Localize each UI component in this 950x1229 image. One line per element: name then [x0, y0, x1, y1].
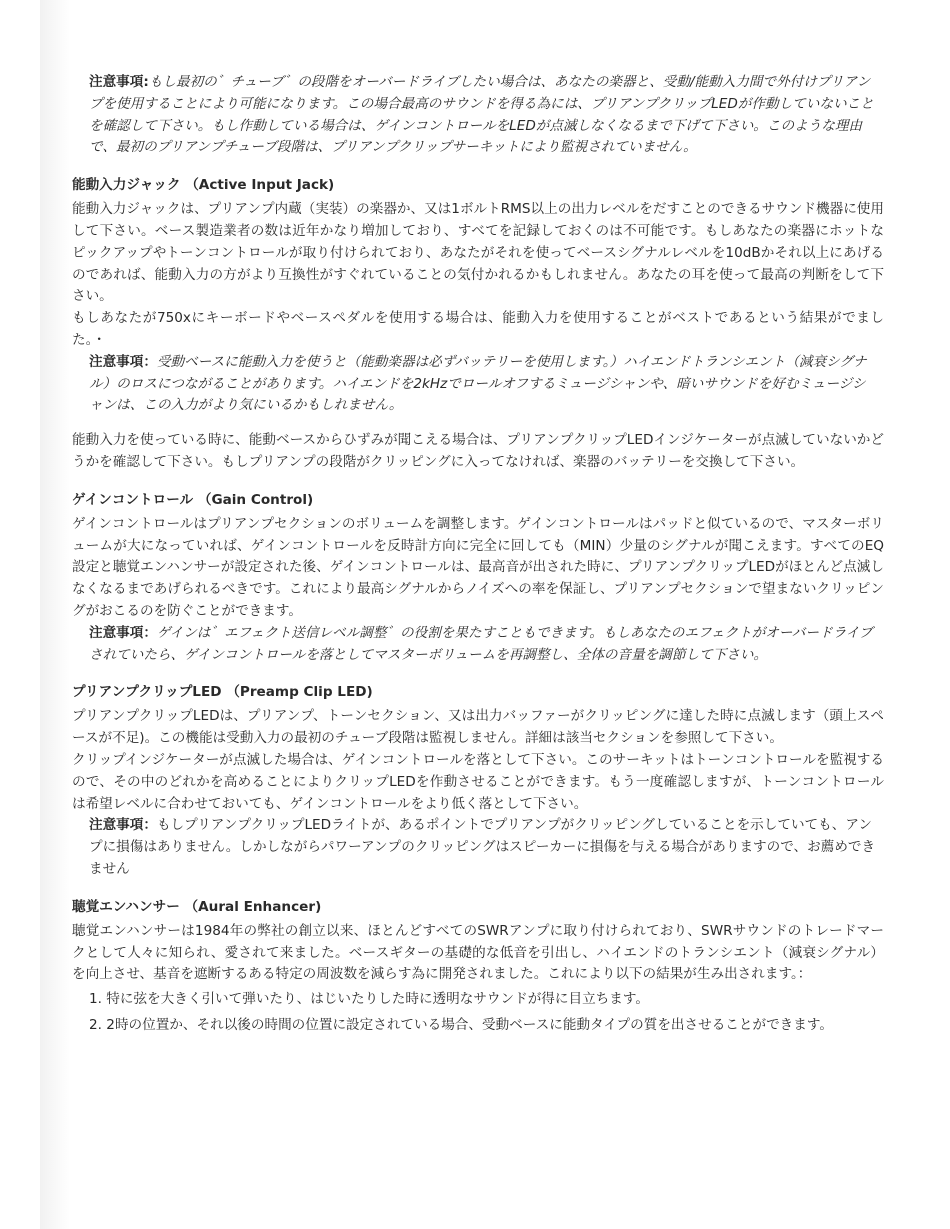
aural-enhancer-paragraph: 聴覚エンハンサーは1984年の弊社の創立以来、ほとんどすべてのSWRアンプに取り付けられており、SWRサウンドのトレードマークとして人々に知られ、愛されて来ました。ベースギターの基礎的な低音を引出し、ハイエンドのトランシエント（減衰シグナル）を向上させ、基音を遮断するある特定の周波数を減らす為に開発されました。これにより以下の結果が生み出されます。：: [72, 922, 884, 983]
preamp-clip-paragraph-1: プリアンプクリップLEDは、プリアンプ、トーンセクション、又は出力バッファーがクリッピングに達した時に点滅します（頭上スペースが不足)。この機能は受動入力の最初のチューブ段階は監視しません。詳細は該当セクションを参照して下さい。: [72, 708, 884, 747]
active-input-paragraph-2: もしあなたが750xにキーボードやベースペダルを使用する場合は、能動入力を使用することがベストであるという結果がでました。・: [72, 310, 884, 348]
active-input-paragraph-3: 能動入力を使っている時に、能動ベースからひずみが聞こえる場合は、プリアンプクリップLEDインジケーターが点滅していないかどうかを確認して下さい。もしプリアンプの段階がクリッピングに入ってなければ、楽器のバッテリーを交換して下さい。: [72, 432, 884, 470]
note-text: もし最初の゛チューブ゛の段階をオーバードライブしたい場合は、あなたの楽器と、受動/能動入力間で外付けプリアンプを使用することにより可能になります。この場合最高のサウンドを得る為には、プリアンプクリップLEDが作動していないことを確認して下さい。もし作動している場合は、ゲインコントロールをLEDが点滅しなくなるまで下げて下さい。このような理由で、最初のプリアンプチューブ段階は、プリアンプクリップサーキットにより監視されていません。: [89, 74, 874, 156]
note-label: 注意事項:: [89, 74, 149, 90]
gain-control-heading: ゲインコントロール （Gain Control): [72, 491, 314, 508]
gain-control-note: [89, 623, 884, 667]
list-item: 1. 特に弦を大きく引いて弾いたり、はじいたりした時に透明なサウンドが得に目立ちます。: [89, 991, 649, 1008]
active-input-heading: 能動入力ジャック （Active Input Jack): [72, 177, 335, 194]
scan-shadow: [40, 0, 70, 1229]
active-input-note: [89, 352, 884, 417]
top-note: [89, 72, 884, 159]
aural-enhancer-heading: 聴覚エンハンサー （Aural Enhancer): [72, 898, 322, 915]
preamp-clip-note: [89, 815, 884, 880]
note-text: 受動ベースに能動入力を使うと（能動楽器は必ずバッテリーを使用します。）ハイエンドトランシエント（減衰シグナル）のロスにつながることがあります。ハイエンドを2kHzでロールオフするミュージシャンや、暗いサウンドを好むミュージシャンは、この入力がより気にいるかもしれません。: [89, 353, 867, 414]
note-text: もしプリアンプクリップLEDライトが、あるポイントでプリアンプがクリッピングしていることを示していても、アンプに損傷はありません。しかしながらパワーアンプのクリッピングはスピーカーに損傷を与える場合がありますので、お薦めできません: [89, 817, 876, 877]
list-item: 2. 2時の位置か、それ以後の時間の位置に設定されている場合、受動ベースに能動タイプの質を出させることができます。: [89, 1016, 833, 1033]
note-text: ゲインは゛エフェクト送信レベル調整゛の役割を果たすこともできます。もしあなたのエフェクトがオーバードライブされていたら、ゲインコントロールを落としてマスターボリュームを再調整し、全体の音量を調節して下さい。: [89, 624, 873, 663]
note-label: 注意事項：: [89, 353, 157, 370]
gain-control-paragraph: ゲインコントロールはプリアンプセクションのボリュームを調整します。ゲインコントロールはパッドと似ているので、マスターボリュームが大になっていれば、ゲインコントロールを反時計方向に完全に回しても（MIN）少量のシグナルが聞こえます。すべてのEQ設定と聴覚エンハンサーが設定された後、ゲインコントロールは、最高音が出された時に、プリアンプクリップLEDがほとんど点滅しなくなるまであげられるべきです。これにより最高シグナルからノイズへの率を保証し、プリアンプセクションで望まないクリッピングがおこるのを防ぐことができます。: [72, 515, 884, 619]
note-label: 注意事項：: [89, 817, 157, 834]
note-label: 注意事項：: [89, 624, 157, 641]
preamp-clip-paragraph-2: クリップインジケーターが点滅した場合は、ゲインコントロールを落として下さい。このサーキットはトーンコントロールを監視するので、その中のどれかを高めることによりクリップLEDを作動させることができます。もう一度確認しますが、トーンコントロールは希望レベルに合わせておいても、ゲインコントロールをより低く落として下さい。: [72, 751, 884, 812]
aural-enhancer-list: [72, 989, 884, 1037]
active-input-paragraph-1: 能動入力ジャックは、プリアンプ内蔵（実装）の楽器か、又は1ボルトRMS以上の出力レベルをだすことのできるサウンド機器に使用して下さい。ベース製造業者の数は近年かなり増加しており、すべてを記録しておくのは不可能です。もしあなたの楽器にホットなピックアップやトーンコントロールが取り付けられており、あなたがそれを使ってベースシグナルレベルを10dBかそれ以上にあげるのであれば、能動入力の方がより互換性がすぐれていることの気付かれるかもしれません。あなたの耳を使って最高の判断をして下さい。: [72, 201, 884, 305]
preamp-clip-heading: プリアンプクリップLED （Preamp Clip LED): [72, 684, 373, 701]
